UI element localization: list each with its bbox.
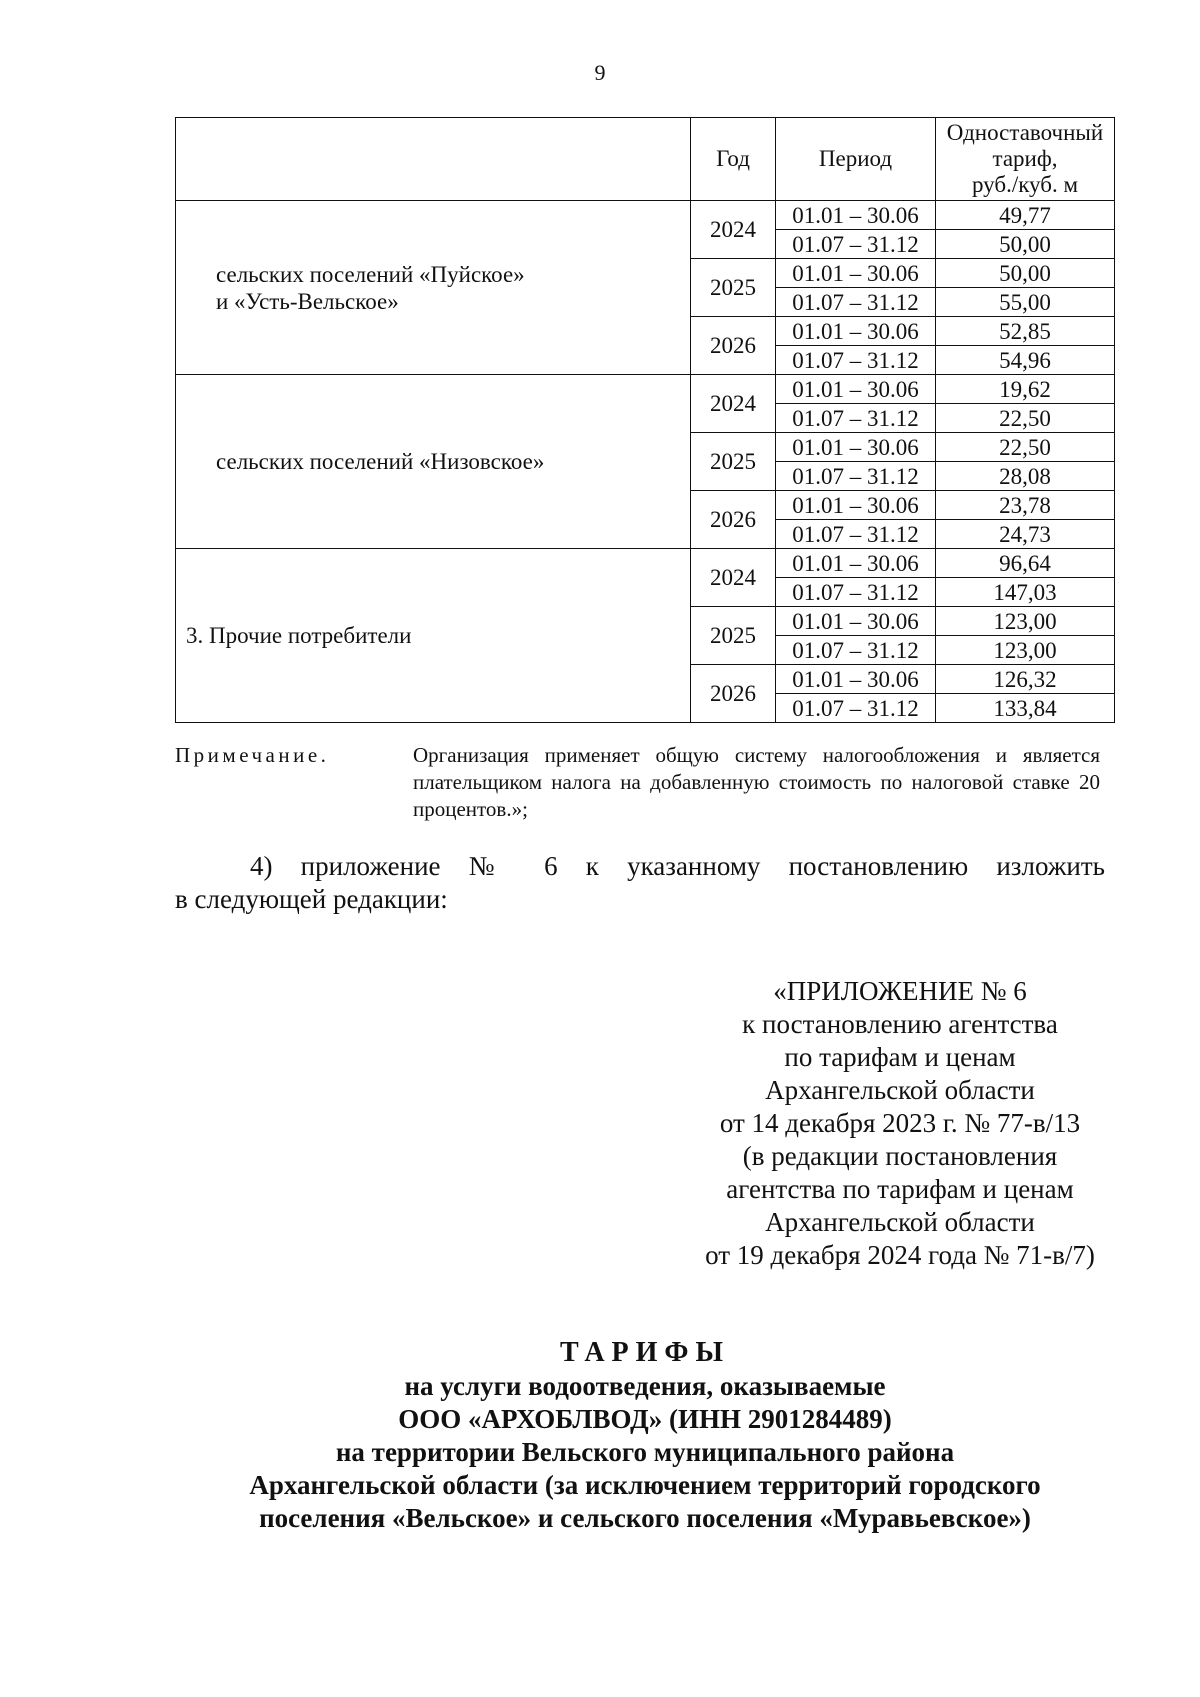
year-cell: 2025 (691, 433, 776, 491)
consumer-cell: 3. Прочие потребители (176, 549, 691, 723)
tariff-table (175, 117, 1115, 723)
title-line: Архангельской области (за исключением территорий городского (249, 1470, 1041, 1500)
tariff-cell: 49,77 (936, 201, 1115, 230)
paragraph-line: 4) приложение № 6 к указанному постановлению изложить (250, 851, 1105, 881)
title-line: ООО «АРХОБЛВОД» (ИНН 2901284489) (398, 1404, 892, 1434)
table-row (176, 201, 1115, 230)
header-year: Год (691, 118, 776, 201)
year-cell: 2025 (691, 259, 776, 317)
appendix-header (690, 975, 1110, 1272)
tariff-cell: 133,84 (936, 694, 1115, 723)
year-cell: 2024 (691, 375, 776, 433)
appendix-line: от 19 декабря 2024 года № 71-в/7) (705, 1240, 1095, 1270)
amendment-paragraph (175, 850, 1105, 916)
consumer-line: сельских поселений «Пуйское» (216, 261, 525, 287)
note (175, 742, 1100, 823)
tariff-cell: 54,96 (936, 346, 1115, 375)
period-cell: 01.07 – 31.12 (776, 520, 936, 549)
header-consumer (176, 118, 691, 201)
title-line: поселения «Вельское» и сельского поселения «Муравьевское») (259, 1503, 1031, 1533)
tariff-cell: 123,00 (936, 607, 1115, 636)
note-text: Организация применяет общую систему налогообложения и является плательщиком налога на добавленную стоимость по налоговой ставке 20 процентов.»; (413, 743, 1100, 821)
tariff-cell: 28,08 (936, 462, 1115, 491)
document-title (175, 1336, 1115, 1535)
table-row (176, 549, 1115, 578)
title-line: на услуги водоотведения, оказываемые (404, 1371, 886, 1401)
note-label: Примечание. (175, 743, 330, 767)
period-cell: 01.01 – 30.06 (776, 375, 936, 404)
period-cell: 01.07 – 31.12 (776, 578, 936, 607)
period-cell: 01.07 – 31.12 (776, 230, 936, 259)
header-tariff-line1: Одноставочный (946, 120, 1104, 145)
title-line: на территории Вельского муниципального района (335, 1437, 955, 1467)
period-cell: 01.07 – 31.12 (776, 462, 936, 491)
tariff-cell: 50,00 (936, 259, 1115, 288)
appendix-line: «ПРИЛОЖЕНИЕ № 6 (773, 976, 1027, 1006)
consumer-cell (176, 201, 691, 375)
consumer-cell (176, 375, 691, 549)
year-cell: 2026 (691, 665, 776, 723)
appendix-line: к постановлению агентства (742, 1009, 1058, 1039)
header-tariff-line2: тариф, (992, 146, 1058, 171)
paragraph-line: в следующей редакции: (175, 884, 448, 914)
tariff-cell: 50,00 (936, 230, 1115, 259)
tariff-cell: 55,00 (936, 288, 1115, 317)
period-cell: 01.07 – 31.12 (776, 288, 936, 317)
period-cell: 01.01 – 30.06 (776, 607, 936, 636)
appendix-line: агентства по тарифам и ценам (726, 1174, 1074, 1204)
period-cell: 01.01 – 30.06 (776, 433, 936, 462)
period-cell: 01.07 – 31.12 (776, 404, 936, 433)
tariff-cell: 19,62 (936, 375, 1115, 404)
consumer-line: и «Усть-Вельское» (216, 288, 399, 314)
tariff-cell: 24,73 (936, 520, 1115, 549)
period-cell: 01.07 – 31.12 (776, 346, 936, 375)
tariff-cell: 23,78 (936, 491, 1115, 520)
header-period: Период (776, 118, 936, 201)
table-row (176, 375, 1115, 404)
period-cell: 01.01 – 30.06 (776, 665, 936, 694)
period-cell: 01.01 – 30.06 (776, 491, 936, 520)
period-cell: 01.01 – 30.06 (776, 201, 936, 230)
page-number: 9 (594, 60, 606, 85)
period-cell: 01.01 – 30.06 (776, 549, 936, 578)
tariff-cell: 126,32 (936, 665, 1115, 694)
header-tariff-line3: руб./куб. м (971, 172, 1079, 197)
tariff-cell: 96,64 (936, 549, 1115, 578)
appendix-line: от 14 декабря 2023 г. № 77-в/13 (719, 1108, 1081, 1138)
appendix-line: Архангельской области (765, 1075, 1035, 1105)
tariff-cell: 52,85 (936, 317, 1115, 346)
period-cell: 01.07 – 31.12 (776, 636, 936, 665)
period-cell: 01.01 – 30.06 (776, 317, 936, 346)
appendix-line: Архангельской области (765, 1207, 1035, 1237)
tariff-cell: 22,50 (936, 433, 1115, 462)
appendix-line: (в редакции постановления (742, 1141, 1058, 1171)
tariff-cell: 22,50 (936, 404, 1115, 433)
year-cell: 2025 (691, 607, 776, 665)
tariff-cell: 123,00 (936, 636, 1115, 665)
year-cell: 2026 (691, 491, 776, 549)
appendix-line: по тарифам и ценам (784, 1042, 1016, 1072)
consumer-line: сельских поселений «Низовское» (216, 449, 545, 474)
tariff-cell: 147,03 (936, 578, 1115, 607)
title-main: ТАРИФЫ (560, 1337, 730, 1368)
header-tariff (936, 118, 1115, 201)
period-cell: 01.07 – 31.12 (776, 694, 936, 723)
period-cell: 01.01 – 30.06 (776, 259, 936, 288)
table-header-row (176, 118, 1115, 201)
year-cell: 2024 (691, 549, 776, 607)
year-cell: 2026 (691, 317, 776, 375)
year-cell: 2024 (691, 201, 776, 259)
